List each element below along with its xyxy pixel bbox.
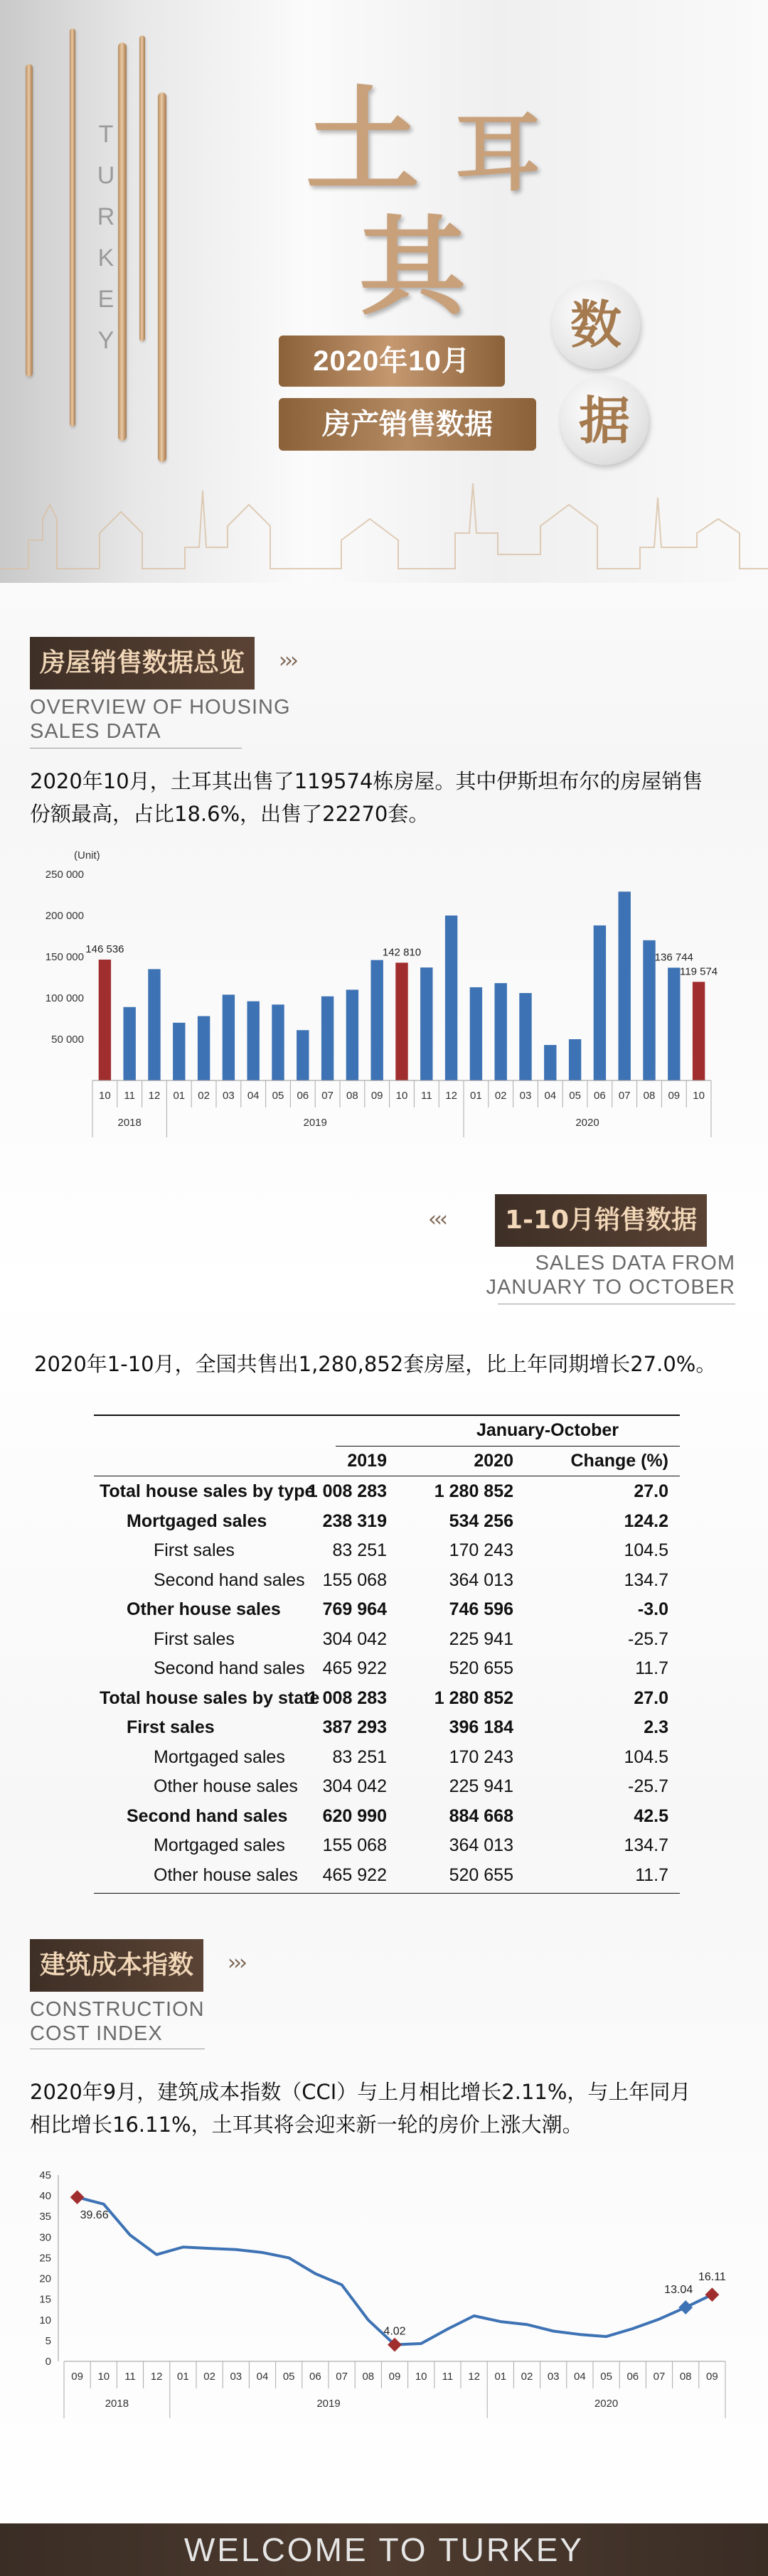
x-tick-label: 12 [468,2371,480,2383]
year-label: 2019 [316,2398,341,2410]
table-column-header-row [94,1446,680,1476]
y-tick-label: 15 [39,2293,51,2306]
row-label: Other house sales [154,1776,298,1796]
table-row [94,1684,680,1714]
x-tick-label: 08 [346,1090,358,1102]
bar [223,994,235,1080]
value-2020: 1 280 852 [434,1687,513,1708]
x-tick-label: 11 [442,2371,454,2383]
section2-paragraph: 2020年1-10月，全国共售出1,280,852套房屋，比上年同期增长27.0%。 [34,1352,717,1376]
x-tick-label: 02 [521,2371,533,2383]
subtitle-badge: 房产销售数据 [279,398,536,451]
gold-bar [70,28,75,426]
value-2019: 155 068 [322,1569,387,1590]
bar [544,1045,556,1080]
value-2019: 769 964 [322,1599,387,1619]
y-tick-label: 10 [39,2314,51,2327]
bar [569,1039,581,1080]
y-tick-label: 30 [39,2231,51,2244]
table-row [94,1743,680,1773]
gold-bar [26,64,33,377]
value-change: 2.3 [644,1717,668,1737]
x-tick-label: 03 [230,2371,242,2383]
bar [470,987,482,1080]
table-row [94,1595,680,1625]
value-change: 11.7 [635,1658,668,1678]
x-tick-label: 01 [470,1090,482,1102]
period-header: January-October [476,1420,619,1440]
table-row [94,1566,680,1596]
value-2019: 1 008 283 [307,1687,387,1708]
row-label: First sales [154,1540,235,1560]
value-change: 134.7 [624,1569,668,1590]
turkey-vertical-text: TURKEY [92,121,119,368]
data-point-marker [70,2190,85,2204]
x-tick-label: 08 [643,1090,656,1102]
arrow-right-icon: ››› [228,1950,245,1975]
table-row [94,1831,680,1861]
value-2019: 465 922 [322,1864,387,1885]
value-2019: 83 251 [332,1540,387,1560]
value-2020: 1 280 852 [434,1481,513,1501]
x-tick-label: 06 [309,2371,321,2383]
bar [346,989,358,1080]
arrow-right-icon: ››› [279,648,296,673]
x-tick-label: 02 [198,1090,210,1102]
x-tick-label: 12 [150,2371,163,2383]
col-2020-header: 2020 [474,1451,513,1471]
x-tick-label: 07 [336,2371,348,2383]
data-point-marker [705,2287,720,2302]
x-tick-label: 09 [668,1090,681,1102]
x-tick-label: 01 [177,2371,189,2383]
bar [643,940,655,1080]
year-label: 2018 [117,1117,142,1129]
x-tick-label: 04 [256,2371,269,2383]
value-change: -3.0 [637,1599,668,1619]
row-label: Total house sales by type [100,1481,315,1501]
bar [668,967,680,1080]
row-label: Mortgaged sales [154,1746,285,1767]
y-tick-label: 40 [39,2190,51,2203]
bar [247,1002,260,1080]
value-change: 27.0 [634,1687,668,1708]
skyline-graphic [0,462,768,583]
value-2019: 465 922 [322,1658,387,1678]
row-label: First sales [127,1717,215,1737]
bar [371,960,383,1080]
row-label: First sales [154,1628,235,1649]
year-label: 2020 [575,1117,599,1129]
cci-series-line [78,2197,713,2345]
bar [124,1007,136,1080]
circle-char-ju: 据 [560,377,649,465]
value-change: -25.7 [628,1628,668,1649]
value-change: -25.7 [628,1776,668,1796]
value-2020: 225 941 [449,1628,513,1649]
y-tick-label: 250 000 [45,869,84,881]
section1-title: 房屋销售数据总览 [30,637,255,689]
bar [173,1023,185,1080]
x-tick-label: 09 [370,1090,383,1102]
hero-banner [0,0,768,583]
value-2019: 304 042 [322,1776,387,1796]
x-tick-label: 04 [574,2371,586,2383]
x-tick-label: 02 [494,1090,507,1102]
bar [420,967,432,1080]
value-change: 134.7 [624,1835,668,1855]
col-2019-header: 2019 [347,1451,387,1471]
footer-banner: WELCOME TO TURKEY [0,2523,768,2576]
value-2020: 520 655 [449,1864,513,1885]
x-tick-label: 02 [203,2371,215,2383]
value-2020: 170 243 [449,1540,513,1560]
section3-en-line2: COST INDEX [30,2022,163,2045]
bar [99,960,111,1080]
bar-data-label: 146 536 [85,943,124,956]
row-label: Second hand sales [154,1569,305,1590]
bar-data-label: 119 574 [680,965,718,978]
y-tick-label: 50 000 [51,1034,84,1046]
table-row [94,1772,680,1802]
value-2019: 387 293 [322,1717,387,1737]
value-change: 104.5 [624,1746,668,1767]
value-change: 27.0 [634,1481,668,1501]
year-label: 2018 [105,2398,129,2410]
value-2020: 225 941 [449,1776,513,1796]
x-tick-label: 05 [569,1090,581,1102]
year-label: 2019 [303,1117,327,1129]
y-tick-label: 200 000 [45,910,84,922]
x-tick-label: 11 [421,1090,432,1102]
value-change: 124.2 [624,1510,668,1531]
section1-en-line1: OVERVIEW OF HOUSING [30,696,291,719]
table-bottom-rule [94,1893,680,1894]
bar [594,925,606,1080]
value-2019: 83 251 [332,1746,387,1767]
bar [148,969,160,1080]
section1-paragraph-line2: 份额最高，占比18.6%，出售了22270套。 [30,802,430,826]
table-row [94,1507,680,1537]
y-tick-label: 20 [39,2272,51,2285]
y-tick-label: 0 [45,2356,51,2368]
x-tick-label: 03 [223,1090,235,1102]
table-row [94,1802,680,1832]
section2-en-line2: JANUARY TO OCTOBER [486,1276,735,1299]
x-tick-label: 07 [321,1090,334,1102]
x-tick-label: 06 [297,1090,309,1102]
title-char-tu: 土 [306,74,420,208]
bar-data-label: 142 810 [382,946,422,959]
bar [198,1016,210,1080]
bar [445,916,457,1080]
x-tick-label: 03 [547,2371,560,2383]
x-tick-label: 11 [124,2371,136,2383]
value-2019: 155 068 [322,1835,387,1855]
bar [297,1030,309,1080]
cci-line-chart [14,2161,754,2459]
row-label: Other house sales [154,1864,298,1885]
x-tick-label: 09 [388,2371,401,2383]
x-tick-label: 06 [594,1090,606,1102]
value-2020: 170 243 [449,1746,513,1767]
table-header-row [94,1415,680,1446]
sales-table [94,1415,680,1885]
x-tick-label: 10 [395,1090,408,1102]
value-2019: 238 319 [322,1510,387,1531]
house-sales-bar-chart [28,846,747,1159]
y-tick-label: 25 [39,2252,51,2265]
unit-label: (Unit) [74,849,100,862]
data-point-label: 39.66 [80,2209,109,2222]
table-row [94,1536,680,1566]
value-change: 11.7 [635,1864,668,1885]
value-2020: 364 013 [449,1835,513,1855]
bar [321,997,334,1080]
bar [519,993,531,1080]
value-2020: 520 655 [449,1658,513,1678]
row-label: Total house sales by state [100,1687,320,1708]
value-2020: 396 184 [449,1717,513,1737]
y-tick-label: 35 [39,2211,51,2223]
x-tick-label: 05 [282,2371,295,2383]
bar [395,962,407,1080]
data-point-label: 13.04 [664,2284,693,2297]
table-row [94,1477,680,1507]
table-row [94,1713,680,1743]
value-2019: 620 990 [322,1805,387,1826]
section3-title: 建筑成本指数 [30,1939,203,1992]
x-tick-label: 11 [124,1090,135,1102]
row-label: Mortgaged sales [127,1510,267,1531]
section3-en-line1: CONSTRUCTION [30,1998,205,2021]
x-tick-label: 05 [272,1090,284,1102]
value-2020: 884 668 [449,1805,513,1826]
x-tick-label: 08 [362,2371,375,2383]
gold-bar [139,36,145,341]
table-row [94,1654,680,1684]
data-point-label: 16.11 [698,2271,726,2284]
row-label: Second hand sales [127,1805,288,1826]
section1-en-line2: SALES DATA [30,720,161,743]
arrow-left-icon: ‹‹‹ [428,1207,445,1232]
bar [619,891,631,1080]
x-tick-label: 05 [600,2371,612,2383]
section1-paragraph-line1: 2020年10月，土耳其出售了119574栋房屋。其中伊斯坦布尔的房屋销售 [30,769,703,793]
date-badge: 2020年10月 [279,336,505,387]
x-tick-label: 10 [99,1090,111,1102]
value-2020: 364 013 [449,1569,513,1590]
x-tick-label: 08 [679,2371,692,2383]
x-tick-label: 09 [706,2371,718,2383]
bar [495,983,507,1080]
title-char-er: 耳 [455,103,540,203]
x-tick-label: 07 [653,2371,666,2383]
section2-title: 1-10月销售数据 [495,1194,707,1247]
value-2020: 534 256 [449,1510,513,1531]
value-change: 42.5 [634,1805,668,1826]
col-change-header: Change (%) [570,1451,668,1471]
x-tick-label: 12 [148,1090,161,1102]
row-label: Other house sales [127,1599,281,1619]
value-change: 104.5 [624,1540,668,1560]
table-row [94,1625,680,1655]
x-tick-label: 10 [693,1090,705,1102]
y-tick-label: 45 [39,2169,51,2181]
bar [272,1004,284,1080]
y-tick-label: 100 000 [45,992,84,1004]
circle-char-shu: 数 [552,281,640,369]
gold-bar [158,92,166,462]
y-tick-label: 150 000 [45,951,84,963]
value-2019: 1 008 283 [307,1481,387,1501]
x-tick-label: 12 [445,1090,457,1102]
x-tick-label: 10 [97,2371,110,2383]
data-point-marker [678,2300,693,2314]
title-char-qi: 其 [359,205,466,330]
x-tick-label: 06 [626,2371,639,2383]
row-label: Second hand sales [154,1658,305,1678]
x-tick-label: 01 [494,2371,507,2383]
year-label: 2020 [594,2398,619,2410]
x-tick-label: 04 [247,1090,260,1102]
value-2020: 746 596 [449,1599,513,1619]
section3-paragraph-line1: 2020年9月，建筑成本指数（CCI）与上月相比增长2.11%，与上年同月 [30,2080,691,2104]
x-tick-label: 03 [519,1090,532,1102]
table-row [94,1861,680,1891]
x-tick-label: 07 [618,1090,631,1102]
row-label: Mortgaged sales [154,1835,285,1855]
y-tick-label: 5 [45,2334,51,2347]
x-tick-label: 01 [173,1090,186,1102]
x-tick-label: 10 [415,2371,427,2383]
section2-en-line1: SALES DATA FROM [535,1252,735,1274]
x-tick-label: 04 [544,1090,557,1102]
data-point-label: 4.02 [383,2325,406,2338]
value-2019: 304 042 [322,1628,387,1649]
section3-paragraph-line2: 相比增长16.11%，土耳其将会迎来新一轮的房价上涨大潮。 [30,2113,583,2137]
x-tick-label: 09 [71,2371,83,2383]
bar-data-label: 136 744 [654,951,693,964]
bar [693,982,705,1080]
